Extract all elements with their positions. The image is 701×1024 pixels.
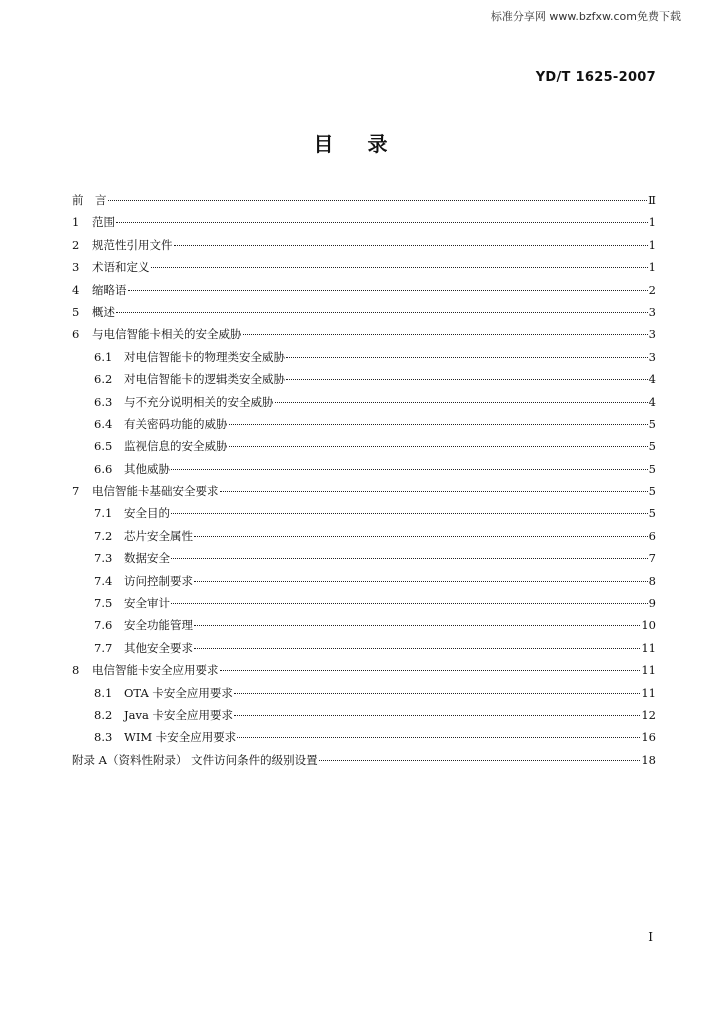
toc-entry-number: 1 <box>72 215 80 230</box>
toc-entry-label: Java 卡安全应用要求 <box>124 707 233 722</box>
toc-entry-number: 6.2 <box>94 372 113 387</box>
dot-leader <box>128 290 648 291</box>
toc-entry-label: 安全功能管理 <box>124 618 193 633</box>
toc-entry-label: 监视信息的安全威胁 <box>124 439 228 454</box>
toc-entry[interactable] <box>72 192 656 214</box>
toc-entry-label: 附录 A（资料性附录） 文件访问条件的级别设置 <box>72 752 318 767</box>
toc-entry-page: 1 <box>648 215 656 230</box>
toc-entry-label: 概述 <box>92 304 115 319</box>
toc-entry[interactable] <box>72 752 656 774</box>
toc-entry[interactable] <box>72 237 656 259</box>
toc-entry-page: 10 <box>641 618 656 633</box>
toc-entry-page: 3 <box>648 327 656 342</box>
toc-entry-page: 11 <box>641 663 656 678</box>
dot-leader <box>171 469 648 470</box>
toc-entry-page: 7 <box>648 551 656 566</box>
toc-entry-label: 其他威胁 <box>124 461 170 476</box>
toc-entry-number: 7 <box>72 484 80 499</box>
toc-entry-label: 访问控制要求 <box>124 573 193 588</box>
toc-entry-number: 7.6 <box>94 618 113 633</box>
toc-entry-label: 电信智能卡安全应用要求 <box>92 663 219 678</box>
toc-entry-number: 7.7 <box>94 640 113 655</box>
toc-entry-number: 7.5 <box>94 596 113 611</box>
dot-leader <box>194 581 648 582</box>
toc-entry-label: OTA 卡安全应用要求 <box>124 685 233 700</box>
toc-entry-number: 6 <box>72 327 80 342</box>
toc-entry-page: 6 <box>648 528 656 543</box>
dot-leader <box>171 558 648 559</box>
toc-entry-page: 8 <box>648 573 656 588</box>
dot-leader <box>319 760 641 761</box>
toc-entry[interactable] <box>72 394 656 416</box>
toc-entry-label: 对电信智能卡的逻辑类安全威胁 <box>124 372 285 387</box>
toc-entry-number: 3 <box>72 260 80 275</box>
toc-entry-number: 6.3 <box>94 394 113 409</box>
toc-entry-number: 4 <box>72 282 80 297</box>
dot-leader <box>108 200 648 201</box>
dot-leader <box>194 648 640 649</box>
toc-entry-label: 数据安全 <box>124 551 170 566</box>
page-number: I <box>648 930 653 944</box>
toc-entry[interactable] <box>72 595 656 617</box>
toc-entry-number: 6.5 <box>94 439 113 454</box>
toc-entry-page: 18 <box>641 752 656 767</box>
dot-leader <box>194 625 640 626</box>
dot-leader <box>151 267 648 268</box>
toc-entry[interactable] <box>72 304 656 326</box>
watermark-text: 标准分享网 www.bzfxw.com免费下载 <box>490 10 681 23</box>
toc-entry[interactable] <box>72 282 656 304</box>
toc-entry-number: 6.1 <box>94 349 113 364</box>
toc-entry-number: 6.6 <box>94 461 113 476</box>
dot-leader <box>286 357 648 358</box>
toc-entry[interactable] <box>72 617 656 639</box>
toc-entry-page: 9 <box>648 596 656 611</box>
toc-entry-label: 范围 <box>92 215 115 230</box>
toc-entry[interactable] <box>72 685 656 707</box>
dot-leader <box>234 715 640 716</box>
dot-leader <box>229 446 648 447</box>
toc-entry[interactable] <box>72 505 656 527</box>
toc-entry-page: 4 <box>648 372 656 387</box>
toc-entry-label: 安全审计 <box>124 596 170 611</box>
dot-leader <box>237 737 640 738</box>
dot-leader <box>174 245 648 246</box>
toc-entry[interactable] <box>72 707 656 729</box>
toc-entry-number: 6.4 <box>94 416 113 431</box>
toc-entry[interactable] <box>72 326 656 348</box>
toc-entry-number: 2 <box>72 237 80 252</box>
toc-entry-label: 与电信智能卡相关的安全威胁 <box>92 327 242 342</box>
toc-entry-number: 8.1 <box>94 685 113 700</box>
title-part-1: 目 <box>313 132 334 156</box>
standard-code: YD/T 1625-2007 <box>535 70 656 85</box>
toc-entry-page: 2 <box>648 282 656 297</box>
toc-entry-page: 5 <box>648 506 656 521</box>
dot-leader <box>171 603 648 604</box>
toc-entry-page: 5 <box>648 439 656 454</box>
toc-entry-page: 11 <box>641 685 656 700</box>
toc-entry[interactable] <box>72 550 656 572</box>
toc-entry-page: 3 <box>648 349 656 364</box>
toc-entry[interactable] <box>72 259 656 281</box>
toc-entry[interactable] <box>72 214 656 236</box>
toc-entry-page: 5 <box>648 416 656 431</box>
toc-entry-page: 1 <box>648 237 656 252</box>
toc-entry[interactable] <box>72 640 656 662</box>
toc-entry[interactable] <box>72 349 656 371</box>
toc-entry-page: 4 <box>648 394 656 409</box>
toc-entry-number: 8.2 <box>94 707 113 722</box>
toc-entry-label: 安全目的 <box>124 506 170 521</box>
toc-entry[interactable] <box>72 483 656 505</box>
toc-entry-label: 规范性引用文件 <box>92 237 173 252</box>
toc-entry-label: 缩略语 <box>92 282 127 297</box>
toc-entry[interactable] <box>72 528 656 550</box>
toc-entry-page: 11 <box>641 640 656 655</box>
toc-entry-page: 1 <box>648 260 656 275</box>
dot-leader <box>220 670 641 671</box>
toc-entry-number: 5 <box>72 304 80 319</box>
toc-entry[interactable] <box>72 729 656 751</box>
dot-leader <box>220 491 648 492</box>
toc-entry-label: 其他安全要求 <box>124 640 193 655</box>
toc-entry-page: 16 <box>641 730 656 745</box>
toc-entry[interactable] <box>72 438 656 460</box>
toc-entry-number: 7.2 <box>94 528 113 543</box>
toc-entry-label: 有关密码功能的威胁 <box>124 416 228 431</box>
dot-leader <box>194 536 648 537</box>
toc-entry-label: 与不充分说明相关的安全威胁 <box>124 394 274 409</box>
toc-entry-label: 对电信智能卡的物理类安全威胁 <box>124 349 285 364</box>
dot-leader <box>275 402 648 403</box>
toc-entry-page: Ⅱ <box>648 193 656 207</box>
toc-entry-label: 电信智能卡基础安全要求 <box>92 484 219 499</box>
dot-leader <box>171 513 648 514</box>
toc-entry[interactable] <box>72 662 656 684</box>
toc-entry-page: 12 <box>641 707 656 722</box>
toc-entry-page: 3 <box>648 304 656 319</box>
dot-leader <box>116 312 648 313</box>
toc-entry-label: WIM 卡安全应用要求 <box>124 730 237 745</box>
toc-entry-number: 7.3 <box>94 551 113 566</box>
table-of-contents <box>72 192 656 774</box>
toc-entry[interactable] <box>72 416 656 438</box>
toc-entry-number: 8.3 <box>94 730 113 745</box>
toc-entry-page: 5 <box>648 461 656 476</box>
page-title <box>0 128 701 157</box>
dot-leader <box>243 334 648 335</box>
title-part-2: 录 <box>367 132 388 156</box>
toc-entry-label: 前 言 <box>72 193 107 207</box>
toc-entry-label: 芯片安全属性 <box>124 528 193 543</box>
toc-entry-number: 8 <box>72 663 80 678</box>
toc-entry[interactable] <box>72 573 656 595</box>
toc-entry[interactable] <box>72 461 656 483</box>
toc-entry-page: 5 <box>648 484 656 499</box>
toc-entry-label: 术语和定义 <box>92 260 150 275</box>
toc-entry-number: 7.4 <box>94 573 113 588</box>
dot-leader <box>234 693 640 694</box>
toc-entry[interactable] <box>72 371 656 393</box>
dot-leader <box>229 424 648 425</box>
toc-entry-number: 7.1 <box>94 506 113 521</box>
dot-leader <box>116 222 648 223</box>
dot-leader <box>286 379 648 380</box>
